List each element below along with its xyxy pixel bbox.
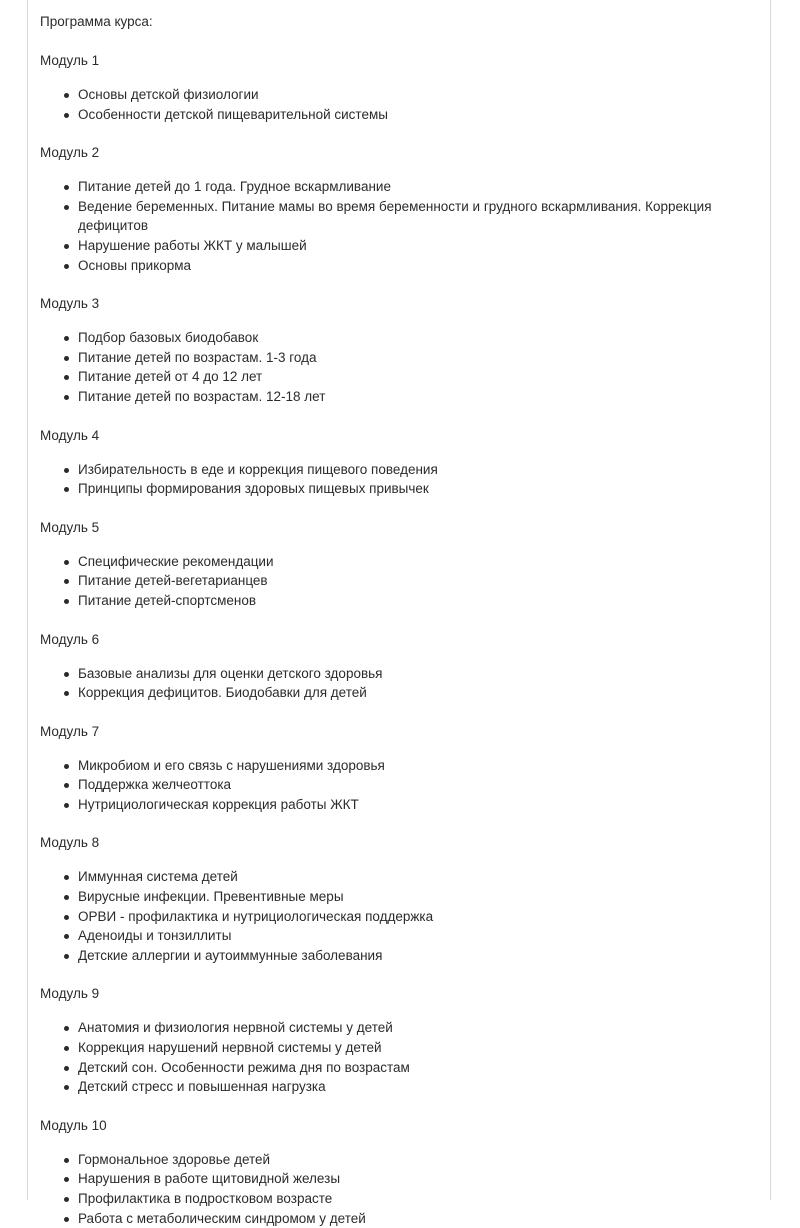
list-item-text: Детский стресс и повышенная нагрузка xyxy=(78,1079,326,1095)
bullet-icon xyxy=(64,875,69,880)
list-item xyxy=(40,85,755,105)
bullet-icon xyxy=(64,395,69,400)
list-item-text: Вирусные инфекции. Превентивные меры xyxy=(78,889,344,905)
list-item-text: Питание детей по возрастам. 1-3 года xyxy=(78,349,317,365)
module-title: Модуль 7 xyxy=(40,723,100,739)
bullet-icon xyxy=(64,1066,69,1071)
list-item xyxy=(40,460,755,480)
bullet-icon xyxy=(64,1026,69,1031)
list-item-text: ОРВИ - профилактика и нутрициологическая поддержка xyxy=(78,908,434,924)
list-item xyxy=(40,571,755,591)
list-item-text: Анатомия и физиология нервной системы у детей xyxy=(78,1020,393,1036)
list-item xyxy=(40,105,755,125)
bullet-icon xyxy=(64,1177,69,1182)
bullet-icon xyxy=(64,599,69,604)
module-topic-list xyxy=(40,177,755,275)
list-item-text: Нарушения в работе щитовидной железы xyxy=(78,1171,341,1187)
list-item-text: Питание детей до 1 года. Грудное вскармливание xyxy=(78,179,391,195)
list-item xyxy=(40,591,755,611)
module-section xyxy=(40,143,755,275)
list-item xyxy=(40,479,755,499)
module-topic-list xyxy=(40,867,755,965)
module-title: Модуль 2 xyxy=(40,145,100,161)
module-section xyxy=(40,294,755,406)
module-section xyxy=(40,518,755,611)
bullet-icon xyxy=(64,356,69,361)
left-border xyxy=(27,0,28,1200)
module-title: Модуль 9 xyxy=(40,986,100,1002)
module-topic-list xyxy=(40,85,755,124)
bullet-icon xyxy=(64,487,69,492)
list-item xyxy=(40,887,755,907)
list-item-text: Микробиом и его связь с нарушениями здоровья xyxy=(78,757,385,773)
list-item xyxy=(40,683,755,703)
list-item xyxy=(40,1150,755,1170)
list-item xyxy=(40,387,755,407)
modules-list xyxy=(40,51,755,1228)
list-item-text: Детский сон. Особенности режима дня по возрастам xyxy=(78,1059,410,1075)
list-item xyxy=(40,348,755,368)
list-item xyxy=(40,1077,755,1097)
list-item xyxy=(40,367,755,387)
list-item xyxy=(40,756,755,776)
module-section xyxy=(40,1116,755,1228)
list-item-text: Избирательность в еде и коррекция пищевого поведения xyxy=(78,461,438,477)
list-item xyxy=(40,256,755,276)
module-title: Модуль 1 xyxy=(40,53,100,68)
module-title: Модуль 3 xyxy=(40,296,100,312)
bullet-icon xyxy=(64,1046,69,1051)
list-item xyxy=(40,907,755,927)
bullet-icon xyxy=(64,934,69,939)
module-section xyxy=(40,630,755,703)
bullet-icon xyxy=(64,579,69,584)
list-item-text: Профилактика в подростковом возрасте xyxy=(78,1191,333,1206)
bullet-icon xyxy=(64,691,69,696)
right-border xyxy=(770,0,771,1200)
bullet-icon xyxy=(64,375,69,380)
bullet-icon xyxy=(64,803,69,808)
list-item-text: Коррекция нарушений нервной системы у детей xyxy=(78,1040,382,1056)
list-item xyxy=(40,795,755,815)
bullet-icon xyxy=(64,1197,69,1202)
module-topic-list xyxy=(40,460,755,499)
list-item-text: Гормональное здоровье детей xyxy=(78,1151,271,1167)
bullet-icon xyxy=(64,113,69,118)
bullet-icon xyxy=(64,672,69,677)
list-item-text: Иммунная система детей xyxy=(78,869,238,885)
list-item-text: Принципы формирования здоровых пищевых привычек xyxy=(78,481,429,497)
list-item xyxy=(40,177,755,197)
list-item-text: Питание детей от 4 до 12 лет xyxy=(78,369,263,385)
bullet-icon xyxy=(64,1217,69,1222)
list-item-text: Поддержка желчеоттока xyxy=(78,777,232,793)
program-title: Программа курса: xyxy=(40,14,153,29)
list-item xyxy=(40,867,755,887)
list-item xyxy=(40,664,755,684)
bullet-icon xyxy=(64,336,69,341)
module-section xyxy=(40,833,755,965)
module-section xyxy=(40,426,755,499)
module-title: Модуль 8 xyxy=(40,835,100,851)
bullet-icon xyxy=(64,468,69,473)
bullet-icon xyxy=(64,1158,69,1163)
module-topic-list xyxy=(40,328,755,406)
list-item xyxy=(40,926,755,946)
bullet-icon xyxy=(64,560,69,565)
list-item xyxy=(40,236,755,256)
bullet-icon xyxy=(64,783,69,788)
list-item xyxy=(40,552,755,572)
module-section xyxy=(40,51,755,124)
list-item xyxy=(40,328,755,348)
bullet-icon xyxy=(64,895,69,900)
list-item-text: Питание детей-спортсменов xyxy=(78,592,257,608)
module-topic-list xyxy=(40,664,755,703)
bullet-icon xyxy=(64,1085,69,1090)
list-item xyxy=(40,197,755,236)
list-item xyxy=(40,946,755,966)
bullet-icon xyxy=(64,915,69,920)
module-title: Модуль 5 xyxy=(40,519,100,535)
bullet-icon xyxy=(64,764,69,769)
module-topic-list xyxy=(40,756,755,815)
list-item xyxy=(40,1209,755,1228)
bullet-icon xyxy=(64,93,69,98)
module-section xyxy=(40,722,755,815)
list-item-text: Детские аллергии и аутоиммунные заболевания xyxy=(78,947,383,963)
list-item xyxy=(40,1038,755,1058)
list-item-text: Ведение беременных. Питание мамы во время беременности и грудного вскармливания. Коррекция дефицитов xyxy=(78,198,712,234)
bullet-icon xyxy=(64,264,69,269)
list-item-text: Аденоиды и тонзиллиты xyxy=(78,928,232,944)
module-section xyxy=(40,984,755,1096)
list-item-text: Специфические рекомендации xyxy=(78,553,274,569)
list-item-text: Нутрициологическая коррекция работы ЖКТ xyxy=(78,796,359,812)
module-topic-list xyxy=(40,1150,755,1228)
list-item-text: Питание детей-вегетарианцев xyxy=(78,573,268,589)
list-item-text: Подбор базовых биодобавок xyxy=(78,330,259,346)
module-topic-list xyxy=(40,1018,755,1096)
course-program-content xyxy=(40,12,755,1228)
bullet-icon xyxy=(64,185,69,190)
list-item xyxy=(40,1058,755,1078)
bullet-icon xyxy=(64,244,69,249)
module-title: Модуль 6 xyxy=(40,631,100,647)
list-item-text: Основы детской физиологии xyxy=(78,87,259,102)
list-item xyxy=(40,1169,755,1189)
module-topic-list xyxy=(40,552,755,611)
list-item-text: Коррекция дефицитов. Биодобавки для детей xyxy=(78,685,367,701)
list-item-text: Питание детей по возрастам. 12-18 лет xyxy=(78,388,326,404)
bullet-icon xyxy=(64,205,69,210)
module-title: Модуль 4 xyxy=(40,427,100,443)
list-item-text: Работа с метаболическим синдромом у детей xyxy=(78,1210,366,1226)
module-title: Модуль 10 xyxy=(40,1117,107,1133)
list-item-text: Базовые анализы для оценки детского здоровья xyxy=(78,665,383,681)
list-item-text: Основы прикорма xyxy=(78,257,192,273)
list-item-text: Нарушение работы ЖКТ у малышей xyxy=(78,237,307,253)
list-item xyxy=(40,775,755,795)
list-item-text: Особенности детской пищеварительной системы xyxy=(78,106,388,122)
list-item xyxy=(40,1018,755,1038)
list-item xyxy=(40,1189,755,1209)
bullet-icon xyxy=(64,954,69,959)
